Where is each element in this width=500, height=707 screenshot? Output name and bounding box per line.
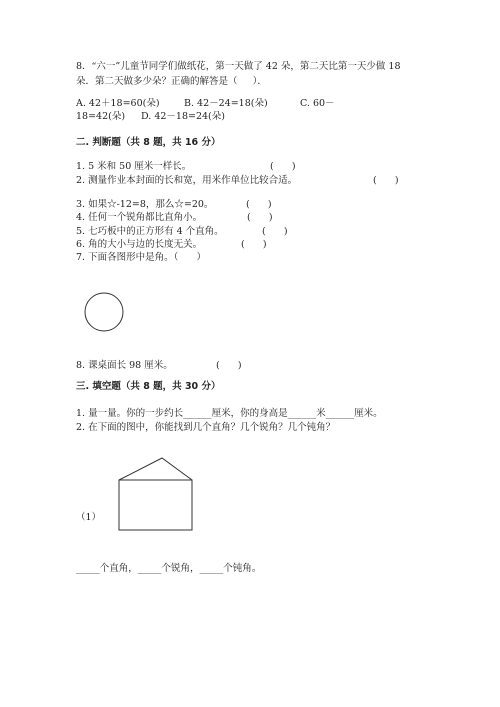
judge-item-1-paren: ( )	[270, 161, 296, 172]
judge-item-5-paren: ( )	[262, 226, 288, 237]
fill-item-1: 1. 量一量。你的一步约长______厘米，你的身高是______米______厘米。	[76, 408, 383, 419]
q8-option-c: C. 60－	[300, 98, 335, 109]
section3-title: 三. 填空题（共 8 题，共 30 分）	[76, 381, 221, 392]
judge-item-3-paren: ( )	[246, 199, 272, 210]
fill-item-2-answer: _____个直角，_____个锐角，_____个钝角。	[76, 563, 262, 574]
judge-item-5: 5. 七巧板中的正方形有 4 个直角。	[76, 226, 224, 237]
q8-option-c-cont: 18=42(朵)	[76, 111, 126, 122]
figure-label: （1）	[76, 512, 102, 523]
house-shape-figure	[110, 450, 210, 532]
judge-item-2-paren: ( )	[373, 175, 399, 186]
circle-figure	[80, 288, 130, 338]
q8-option-b: B. 42－24=18(朵)	[184, 98, 268, 109]
judge-item-3: 3. 如果☆-12=8，那么☆=20。	[76, 199, 214, 210]
judge-item-6: 6. 角的大小与边的长度无关。	[76, 239, 203, 250]
judge-item-4: 4. 任何一个锐角都比直角小。	[76, 212, 203, 223]
q8-line1: 8．“六一”儿童节同学们做纸花，第一天做了 42 朵，第二天比第一天少做 18	[76, 61, 401, 72]
q8-line2: 朵．第二天做多少朵？正确的解答是（ ）．	[76, 76, 267, 87]
judge-item-8: 8. 课桌面长 98 厘米。	[76, 360, 173, 371]
judge-item-1: 1. 5 米和 50 厘米一样长。	[76, 161, 192, 172]
judge-item-4-paren: ( )	[247, 212, 273, 223]
q8-option-a: A. 42＋18=60(朵)	[76, 98, 160, 109]
q8-option-d: D. 42－18=24(朵)	[141, 111, 225, 122]
section2-title: 二. 判断题（共 8 题，共 16 分）	[76, 137, 221, 148]
judge-item-7: 7. 下面各图形中是角。（ ）	[76, 252, 206, 263]
judge-item-2: 2. 测量作业本封面的长和宽，用米作单位比较合适。	[76, 175, 298, 186]
judge-item-6-paren: ( )	[241, 239, 267, 250]
judge-item-8-paren: ( )	[216, 360, 242, 371]
fill-item-2: 2. 在下面的图中，你能找到几个直角？几个锐角？几个钝角？	[76, 422, 336, 433]
